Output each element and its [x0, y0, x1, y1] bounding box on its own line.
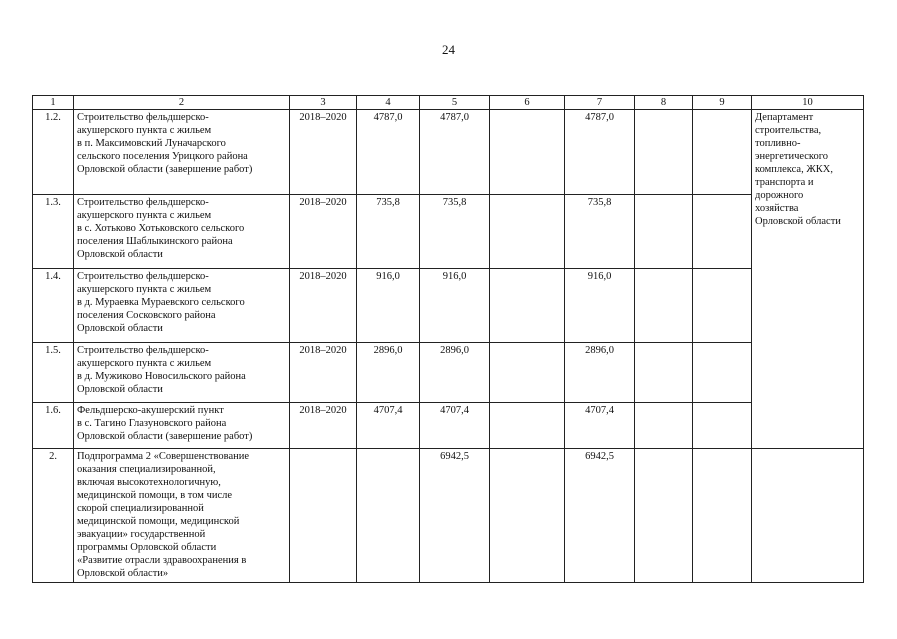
- row-name-line: Фельдшерско-акушерский пункт: [77, 405, 224, 416]
- department-line: Департамент: [755, 112, 814, 123]
- row-col-5: 6942,5: [420, 449, 490, 583]
- row-col-7: 6942,5: [565, 449, 635, 583]
- row-name: [74, 343, 290, 403]
- header-col-3: 3: [290, 96, 357, 110]
- table-row: [33, 110, 864, 195]
- program-table: [32, 95, 864, 583]
- row-name-line: в д. Мужиково Новосильского района: [77, 371, 246, 382]
- row-name-line: Орловской области (завершение работ): [77, 164, 253, 175]
- row-col-4: 2896,0: [357, 343, 420, 403]
- department-line: строительства,: [755, 125, 822, 136]
- row-name-line: в д. Мураевка Мураевского сельского: [77, 297, 245, 308]
- row-name-line: акушерского пункта с жильем: [77, 125, 212, 136]
- table-row: [33, 269, 864, 343]
- row-col-5: 2896,0: [420, 343, 490, 403]
- header-col-6: 6: [490, 96, 565, 110]
- row-period: 2018–2020: [290, 110, 357, 195]
- table-row: [33, 403, 864, 449]
- row-number: 1.5.: [33, 343, 74, 403]
- row-col-9: [693, 449, 752, 583]
- row-col-6: [490, 195, 565, 269]
- row-col-4: 4787,0: [357, 110, 420, 195]
- responsible-department: [752, 110, 864, 449]
- row-period: 2018–2020: [290, 195, 357, 269]
- row-name-line: Орловской области: [77, 323, 163, 334]
- row-name: [74, 269, 290, 343]
- row-name-line: Строительство фельдшерско-: [77, 271, 209, 282]
- row-name-line: эвакуации» государственной: [77, 529, 206, 540]
- department-line: дорожного: [755, 190, 804, 201]
- department-line: Орловской области: [755, 216, 841, 227]
- row-col-8: [635, 343, 693, 403]
- row-col-5: 735,8: [420, 195, 490, 269]
- page-number: 24: [442, 42, 455, 57]
- header-col-5: 5: [420, 96, 490, 110]
- row-name: [74, 403, 290, 449]
- header-col-7: 7: [565, 96, 635, 110]
- row-name-line: акушерского пункта с жильем: [77, 358, 212, 369]
- row-name: [74, 449, 290, 583]
- row-col-10: [752, 449, 864, 583]
- row-col-7: 2896,0: [565, 343, 635, 403]
- row-name-line: Орловской области: [77, 249, 163, 260]
- row-name-line: скорой специализированной: [77, 503, 204, 514]
- row-name: [74, 195, 290, 269]
- row-col-4: [357, 449, 420, 583]
- row-col-6: [490, 449, 565, 583]
- row-name-line: Строительство фельдшерско-: [77, 112, 209, 123]
- row-name: [74, 110, 290, 195]
- row-col-5: 4787,0: [420, 110, 490, 195]
- row-name-line: акушерского пункта с жильем: [77, 284, 212, 295]
- row-col-6: [490, 269, 565, 343]
- row-name-line: оказания специализированной,: [77, 464, 216, 475]
- row-name-line: Орловской области: [77, 384, 163, 395]
- department-line: транспорта и: [755, 177, 814, 188]
- row-name-line: Орловской области (завершение работ): [77, 431, 253, 442]
- row-name-line: «Развитие отрасли здравоохранения в: [77, 555, 247, 566]
- row-col-8: [635, 110, 693, 195]
- row-col-6: [490, 403, 565, 449]
- row-name-line: программы Орловской области: [77, 542, 217, 553]
- row-col-8: [635, 449, 693, 583]
- row-period: 2018–2020: [290, 343, 357, 403]
- row-col-8: [635, 269, 693, 343]
- row-col-7: 916,0: [565, 269, 635, 343]
- department-line: топливно-: [755, 138, 801, 149]
- row-name-line: сельского поселения Урицкого района: [77, 151, 248, 162]
- row-col-4: 4707,4: [357, 403, 420, 449]
- row-col-9: [693, 110, 752, 195]
- row-name-line: Строительство фельдшерско-: [77, 345, 209, 356]
- row-name-line: Орловской области»: [77, 568, 169, 579]
- row-name-line: Строительство фельдшерско-: [77, 197, 209, 208]
- row-period: 2018–2020: [290, 403, 357, 449]
- header-col-1: 1: [33, 96, 74, 110]
- header-col-9: 9: [693, 96, 752, 110]
- row-name-line: акушерского пункта с жильем: [77, 210, 212, 221]
- row-col-4: 916,0: [357, 269, 420, 343]
- row-name-line: поселения Шаблыкинского района: [77, 236, 233, 247]
- row-name-line: в п. Максимовский Луначарского: [77, 138, 226, 149]
- row-col-9: [693, 269, 752, 343]
- row-col-6: [490, 343, 565, 403]
- row-name-line: поселения Сосковского района: [77, 310, 216, 321]
- row-period: 2018–2020: [290, 269, 357, 343]
- row-number: 1.3.: [33, 195, 74, 269]
- department-line: энергетического: [755, 151, 829, 162]
- row-col-8: [635, 403, 693, 449]
- row-number: 1.4.: [33, 269, 74, 343]
- table-row: [33, 343, 864, 403]
- row-number: 2.: [33, 449, 74, 583]
- row-col-7: 4707,4: [565, 403, 635, 449]
- row-number: 1.6.: [33, 403, 74, 449]
- header-col-2: 2: [74, 96, 290, 110]
- header-col-10: 10: [752, 96, 864, 110]
- row-number: 1.2.: [33, 110, 74, 195]
- row-name-line: медицинской помощи, в том числе: [77, 490, 233, 501]
- row-col-9: [693, 403, 752, 449]
- row-col-4: 735,8: [357, 195, 420, 269]
- department-line: хозяйства: [755, 203, 799, 214]
- row-name-line: включая высокотехнологичную,: [77, 477, 221, 488]
- row-col-5: 916,0: [420, 269, 490, 343]
- row-col-7: 4787,0: [565, 110, 635, 195]
- row-col-6: [490, 110, 565, 195]
- row-col-7: 735,8: [565, 195, 635, 269]
- header-col-8: 8: [635, 96, 693, 110]
- row-name-line: в с. Тагино Глазуновского района: [77, 418, 227, 429]
- row-period: [290, 449, 357, 583]
- header-row: [33, 96, 864, 110]
- table-row: [33, 195, 864, 269]
- row-name-line: в с. Хотьково Хотьковского сельского: [77, 223, 245, 234]
- row-name-line: медицинской помощи, медицинской: [77, 516, 240, 527]
- row-col-5: 4707,4: [420, 403, 490, 449]
- department-line: комплекса, ЖКХ,: [755, 164, 833, 175]
- header-col-4: 4: [357, 96, 420, 110]
- table-row: [33, 449, 864, 583]
- row-col-9: [693, 195, 752, 269]
- row-col-9: [693, 343, 752, 403]
- row-name-line: Подпрограмма 2 «Совершенствование: [77, 451, 250, 462]
- row-col-8: [635, 195, 693, 269]
